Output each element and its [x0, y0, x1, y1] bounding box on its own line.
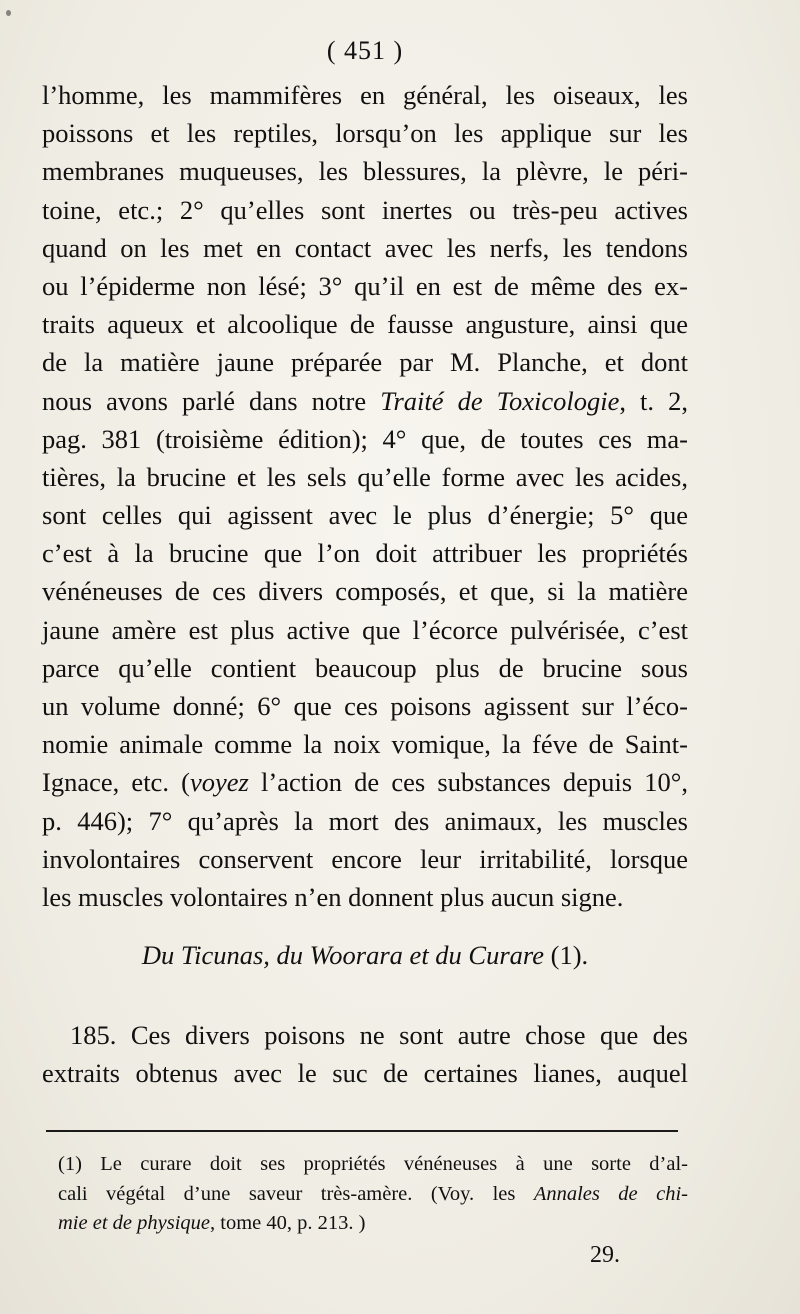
- footnote-reference: (1).: [544, 940, 589, 970]
- text-line: 185. Ces divers poisons ne sont autre chose que des: [70, 1020, 688, 1050]
- footnote-line: [58, 1209, 688, 1239]
- footnote-divider: [46, 1130, 678, 1132]
- text-line: parce qu’elle contient beaucoup plus de brucine sous: [42, 652, 688, 683]
- text-line: tières, la brucine et les sels qu’elle forme avec les acides,: [42, 461, 688, 492]
- text-line: de la matière jaune préparée par M. Planche, et dont: [42, 347, 688, 378]
- text-line: nomie animale comme la noix vomique, la féve de Saint-: [42, 729, 688, 760]
- text-line: un volume donné; 6° que ces poisons agissent sur l’éco-: [42, 691, 688, 721]
- journal-title-italic: Annales de chi-: [533, 1182, 688, 1205]
- text-line: [42, 382, 688, 420]
- text-line: c’est à la brucine que l’on doit attribuer les propriétés: [42, 538, 688, 569]
- text-line: pag. 381 (troisième édition); 4° que, de toutes ces ma-: [42, 423, 688, 454]
- paragraph-1: [42, 76, 688, 916]
- book-title-italic: Traité de Toxicologie: [380, 385, 620, 416]
- text-segment: Ignace, etc. (: [42, 767, 190, 798]
- text-line: involontaires conservent encore leur irritabilité, lorsque: [42, 843, 688, 874]
- text-segment: , t. 2,: [619, 385, 688, 416]
- heading-title: Du Ticunas, du Woorara et du Curare: [141, 940, 545, 970]
- signature-mark: 29.: [590, 1242, 620, 1268]
- section-heading: [42, 940, 688, 971]
- text-line: toine, etc.; 2° qu’elles sont inertes ou très-peu actives: [42, 194, 688, 225]
- page-number: ( 451 ): [326, 36, 404, 65]
- text-line: l’homme, les mammifères en général, les oiseaux, les: [42, 80, 688, 110]
- paragraph-185: [42, 1016, 688, 1092]
- text-line-last: les muscles volontaires n’en donnent plus aucun signe.: [42, 881, 624, 912]
- text-segment: , tome 40, p. 213. ): [210, 1212, 366, 1234]
- text-line: [42, 763, 688, 801]
- text-segment: l’action de ces substances depuis 10°,: [248, 767, 689, 798]
- text-line: extraits obtenus avec le suc de certaines lianes, auquel: [42, 1058, 688, 1089]
- text-line: p. 446); 7° qu’après la mort des animaux, les muscles: [42, 805, 688, 836]
- text-line: sont celles qui agissent avec le plus d’énergie; 5° que: [42, 500, 688, 531]
- text-line: ou l’épiderme non lésé; 3° qu’il en est de même des ex-: [42, 270, 688, 301]
- text-segment: cali végétal d’une saveur très-amère. (Voy. les: [58, 1182, 534, 1205]
- text-line: jaune amère est plus active que l’écorce pulvérisée, c’est: [42, 614, 688, 645]
- ink-speck: [6, 10, 11, 16]
- footnote-line: (1) Le curare doit ses propriétés vénéneuses à une sorte d’al-: [58, 1153, 688, 1175]
- text-line: poissons et les reptiles, lorsqu’on les applique sur les: [42, 118, 688, 149]
- text-segment: nous avons parlé dans notre: [42, 385, 381, 416]
- text-line: quand on les met en contact avec les nerfs, les tendons: [42, 232, 688, 263]
- text-line: traits aqueux et alcoolique de fausse angusture, ainsi que: [42, 309, 688, 340]
- footnote: [58, 1150, 688, 1239]
- text-line: vénéneuses de ces divers composés, et que, si la matière: [42, 576, 688, 607]
- text-line: membranes muqueuses, les blessures, la plèvre, le péri-: [42, 156, 688, 187]
- journal-title-italic: mie et de physique: [58, 1212, 210, 1234]
- footnote-line: [58, 1180, 688, 1210]
- voyez-italic: voyez: [189, 767, 249, 798]
